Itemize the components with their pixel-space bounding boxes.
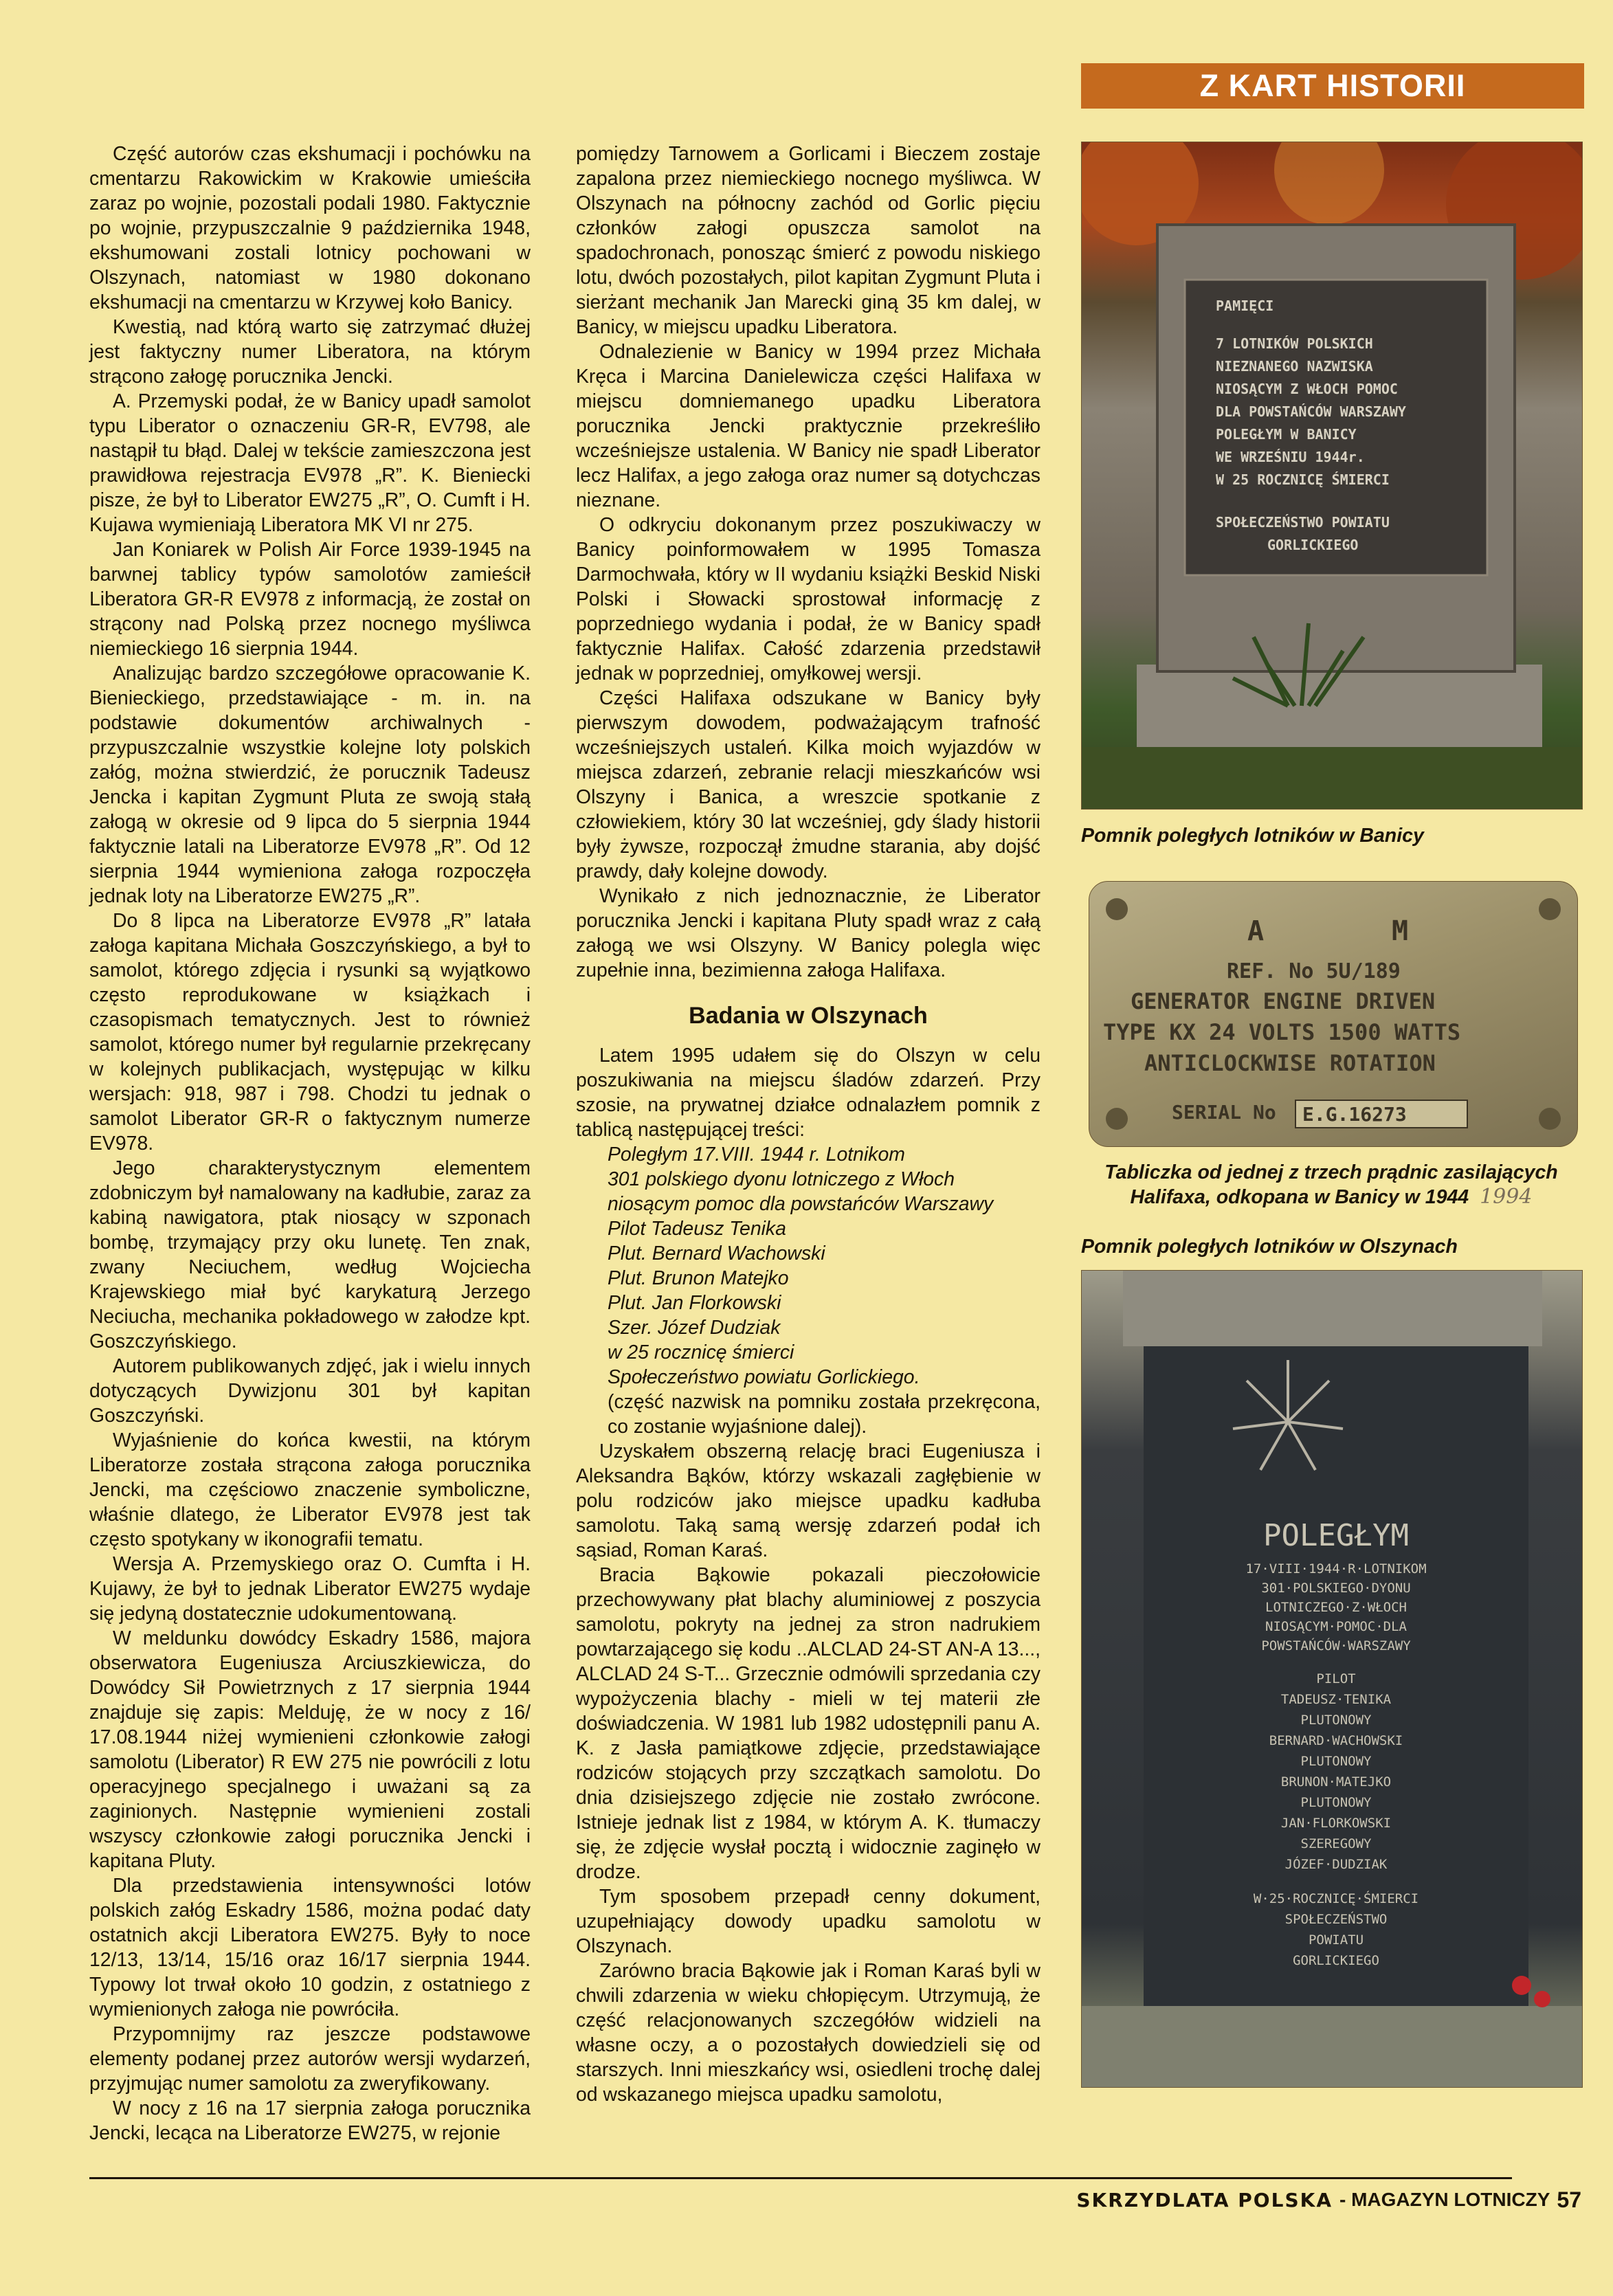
- paragraph: Części Halifaxa odszukane w Banicy były pierwszym dowodem, podważającym trafność wcześniejszych ustaleń. Kilka moich wyjazdów w miejsca zdarzeń, zebranie relacji mieszkańców wsi Olszyny i Banica, a wreszcie spotkanie z człowiekiem, który 30 lat wcześniej, gdy ślady historii były żywsze, rozpoczął żmudne starania, aby dojść prawdy, dały kolejne dowody.: [576, 687, 1041, 882]
- olszyny-memorial-illustration: [1082, 1271, 1582, 2087]
- plaque-text: DLA POWSTAŃCÓW WARSZAWY: [1216, 403, 1406, 420]
- paragraph: Analizując bardzo szczegółowe opracowanie K. Bienieckiego, przedstawiające - m. in. na podstawie dokumentów archiwalnych - przypuszczalnie wszystkie kolejne loty polskich załóg, można stwierdzić, że porucznik Tadeusz Jencka i kapitan Zygmunt Pluta ze swoją stałą załogą w okresie od 9 lipca do 5 sierpnia 1944 faktycznie latali na Liberatorze EV978 „R”. Od 12 sierpnia 1944 wymieniona załoga rozpoczęła jednak loty na Liberatorze EW275 „R”.: [89, 662, 531, 907]
- stone-text: 301·POLSKIEGO·DYONU: [1261, 1581, 1411, 1596]
- paragraph: Kwestią, nad którą warto się zatrzymać dłużej jest faktyczny numer Liberatora, na którym strącono załogę porucznika Jencki.: [89, 316, 531, 388]
- plate-text: M: [1392, 915, 1409, 947]
- page-footer: [1076, 2184, 1581, 2216]
- paragraph: A. Przemyski podał, że w Banicy upadł samolot typu Liberator o oznaczeniu GR-R, EV798, ale nastąpił tu błąd. Dalej w tekście zamieszczona jest prawidłowa rejestracja EV978 „R”. K. Bieniecki pisze, że był to Liberator EW275 „R”, O. Cumft i H. Kujawa wymieniają Liberatora MK VI nr 275.: [89, 390, 531, 536]
- plaque-text: SPOŁECZEŃSTWO POWIATU: [1216, 514, 1390, 531]
- caption-olszyny-memorial: Pomnik poległych lotników w Olszynach: [1081, 1236, 1458, 1258]
- plate-text: SERIAL No: [1172, 1101, 1276, 1124]
- stone-text: NIOSĄCYM·POMOC·DLA: [1265, 1619, 1407, 1634]
- plate-serial: E.G.16273: [1302, 1103, 1407, 1126]
- stone-text: LOTNICZEGO·Z·WŁOCH: [1265, 1600, 1407, 1615]
- section-title: Z KART HISTORII: [1199, 68, 1466, 103]
- inscription-line: Społeczeństwo powiatu Gorlickiego.: [608, 1366, 920, 1388]
- paragraph: Część autorów czas ekshumacji i pochówku na cmentarzu Rakowickim w Krakowie umieściła zaraz po wojnie, pozostali podali 1980. Faktycznie po wojnie, przypuszczalnie 9 października 1948, ekshumowani zostali lotnicy pochowani w Olszynach, natomiast w 1980 dokonano ekshumacji na cmentarzu w Krzywej koło Banicy.: [89, 143, 531, 313]
- photo-generator-plate: [1089, 881, 1578, 1147]
- paragraph: Odnalezienie w Banicy w 1994 przez Michała Kręca i Marcina Danielewicza części Halifaxa w miejscu domniemanego upadku Liberatora porucznika Jencki praktycznie przekreśliło wcześniejsze ustalenia. W Banicy nie spadł Liberator lecz Halifax, a jego załoga oraz numer są dotychczas nieznane.: [576, 341, 1041, 511]
- paragraph: Latem 1995 udałem się do Olszyn w celu poszukiwania na miejscu śladów zdarzeń. Przy szosie, na prywatnej działce odnalazłem pomnik z tablicą następującej treści:: [576, 1045, 1041, 1141]
- inscription-line: Plut. Brunon Matejko: [608, 1267, 789, 1289]
- stone-text: SZEREGOWY: [1300, 1836, 1372, 1851]
- article-column-1: [89, 142, 531, 2145]
- generator-plate-illustration: [1089, 882, 1577, 1146]
- paragraph: Wynikało z nich jednoznacznie, że Liberator porucznika Jencki i kapitana Pluty spadł wraz z całą załogą we wsi Olszyny. W Banicy polegla więc zupełnie inna, bezimienna załoga Halifaxa.: [576, 885, 1041, 981]
- inscription-note: (część nazwisk na pomniku została przekręcona, co zostanie wyjaśnione dalej).: [608, 1391, 1041, 1438]
- inscription-line: w 25 rocznicę śmierci: [608, 1341, 794, 1363]
- paragraph: O odkryciu dokonanym przez poszukiwaczy w Banicy poinformowałem w 1995 Tomasza Darmochwała, który w II wydaniu książki Beskid Niski Polski i Słowacki sprostował informację z poprzedniego wydania i podał, że w Banicy spadł faktycznie Halifax. Całość zdarzenia przedstawił jednak w poprzedniej, omyłkowej wersji.: [576, 514, 1041, 684]
- plaque-text: PAMIĘCI: [1216, 298, 1274, 314]
- stone-text: 17·VIII·1944·R·LOTNIKOM: [1245, 1561, 1427, 1576]
- paragraph: Jan Koniarek w Polish Air Force 1939-1945 na barwnej tablicy typów samolotów zamieścił Liberatora GR-R EV978 z informacją, że został on strącony nad Polską przez nocnego myśliwca niemieckiego 16 sierpnia 1944.: [89, 539, 531, 660]
- inscription-line: Plut. Jan Florkowski: [608, 1292, 781, 1314]
- plaque-text: NIEZNANEGO NAZWISKA: [1216, 358, 1373, 375]
- stone-text: JÓZEF·DUDZIAK: [1284, 1857, 1388, 1872]
- paragraph: W nocy z 16 na 17 sierpnia załoga porucznika Jencki, lecąca na Liberatorze EW275, w rejonie: [89, 2097, 531, 2144]
- stone-text: BERNARD·WACHOWSKI: [1269, 1733, 1403, 1748]
- inscription-line: 301 polskiego dyonu lotniczego z Włoch: [608, 1168, 955, 1190]
- paragraph: Do 8 lipca na Liberatorze EV978 „R” latała załoga kapitana Michała Goszczyńskiego, a był to samolot, którego zdjęcia i rysunki są wyjątkowo często reprodukowane w książkach i czasopismach tematycznych. Jest to również samolot, którego numer był regularnie przekręcany w kolejnych publikacjach, występując w kilku wersjach: 918, 987 i 798. Chodzi tu jednak o samolot Liberator GR-R o faktycznym numerze EV978.: [89, 910, 531, 1155]
- paragraph: Przypomnijmy raz jeszcze podstawowe elementy podanej przez autorów wersji wydarzeń, przyjmując numer samolotu za zweryfikowany.: [89, 2023, 531, 2095]
- plate-text: REF. No 5U/189: [1227, 959, 1401, 983]
- paragraph: Zarówno bracia Bąkowie jak i Roman Karaś byli w chwili zdarzenia w wieku chłopięcym. Utrzymują, że część relacjonowanych szczegółów widzieli na własne oczy, a o pozostałych dowiedzieli się od starszych. Inni mieszkańcy wsi, osiedleni trochę dalej od wskazanego miejsca upadku samolotu,: [576, 1960, 1041, 2106]
- paragraph: Bracia Bąkowie pokazali pieczołowicie przechowywany płat blachy aluminiowej z poszycia samolotu, pokryty na jednej za stron nadrukiem powtarzającego się kodu ..ALCLAD 24-ST AN-A 13..., ALCLAD 24 S-T... Grzecznie odmówili sprzedania czy wypożyczenia blachy - mieli w tej materii złe doświadczenia. W 1981 lub 1982 udostępnili panu A. K. z Jasła pamiątkowe zdjęcie, przedstawiające rodziców stojących przy szczątkach samolotu. Do dnia dzisiejszego zdjęcie nie zostało zwrócone. Istnieje jednak list z 1984, w którym A. K. tłumaczy się, że zdjęcie wysłał pocztą i widocznie zaginęło w drodze.: [576, 1564, 1041, 1883]
- handwritten-correction: 1994: [1480, 1185, 1533, 1209]
- stone-text: POWIATU: [1308, 1932, 1364, 1948]
- stone-text: TADEUSZ·TENIKA: [1280, 1692, 1392, 1707]
- paragraph: W meldunku dowódcy Eskadry 1586, majora obserwatora Eugeniusza Arciuszkiewicza, do Dowódcy Sił Powietrznych z 17 sierpnia 1944 znajduje się zapis: Melduję, że w nocy z 16/ 17.08.1944 niżej wymienieni członkowie załogi samolotu (Liberator) R EW 275 nie powrócili z lotu operacyjnego specjalnego i uważani są za zaginionych. Następnie wymienieni zostali wszyscy członkowie załogi porucznika Jencki i kapitana Pluty.: [89, 1627, 531, 1872]
- footer-rule: [89, 2177, 1512, 2179]
- inscription-line: Plut. Bernard Wachowski: [608, 1242, 825, 1264]
- paragraph: Dla przedstawienia intensywności lotów polskich załóg Eskadry 1586, można podać daty ostatnich akcji Liberatora EW275. Były to noce 12/13, 13/14, 15/16 oraz 16/17 sierpnia 1944. Typowy lot trwał około 10 godzin, z ostatniego z wymienionych załoga nie powróciła.: [89, 1875, 531, 2020]
- photo-olszyny-memorial: [1081, 1270, 1583, 2088]
- stone-text: PLUTONOWY: [1300, 1713, 1372, 1728]
- memorial-inscription: [576, 1142, 1041, 1439]
- paragraph: pomiędzy Tarnowem a Gorlicami i Bieczem zostaje zapalona przez niemieckiego nocnego myśliwca. W Olszynach na północny zachód od Gorlic pięciu członków załogi opuszcza samolot na spadochronach, ponosząc śmierć z powodu niskiego lotu, dwóch pozostałych, pilot kapitan Zygmunt Pluta i sierżant mechanik Jan Marecki giną 35 km dalej, w Banicy, w miejscu upadku Liberatora.: [576, 143, 1041, 338]
- paragraph: Tym sposobem przepadł cenny dokument, uzupełniający dowody upadku samolotu w Olszynach.: [576, 1886, 1041, 1957]
- caption-generator-plate: [1081, 1160, 1581, 1210]
- section-heading: Badania w Olszynach: [689, 1003, 928, 1029]
- plaque-text: POLEGŁYM W BANICY: [1216, 426, 1357, 443]
- plaque-text: 7 LOTNIKÓW POLSKICH: [1216, 335, 1373, 352]
- plaque-text: W 25 ROCZNICĘ ŚMIERCI: [1216, 471, 1390, 488]
- stone-text: PLUTONOWY: [1300, 1795, 1372, 1810]
- paragraph: Uzyskałem obszerną relację braci Eugeniusza i Aleksandra Bąków, którzy wskazali zagłębienie w polu rodziców jako miejsce upadku kadłuba samolotu. Taką samą wersję zdarzeń podał ich sąsiad, Roman Karaś.: [576, 1440, 1041, 1561]
- stone-text: PLUTONOWY: [1300, 1754, 1372, 1769]
- stone-text: SPOŁECZEŃSTWO: [1284, 1912, 1388, 1927]
- section-header-bar: [1081, 63, 1584, 109]
- stone-text: JAN·FLORKOWSKI: [1280, 1816, 1392, 1831]
- plate-text: ANTICLOCKWISE ROTATION: [1144, 1050, 1436, 1076]
- plaque-text: NIOSĄCYM Z WŁOCH POMOC: [1216, 381, 1398, 397]
- paragraph: Autorem publikowanych zdjęć, jak i wielu innych dotyczących Dywizjonu 301 był kapitan Goszczyński.: [89, 1355, 531, 1427]
- stone-text: GORLICKIEGO: [1293, 1953, 1379, 1968]
- plate-text: TYPE KX 24 VOLTS 1500 WATTS: [1103, 1019, 1461, 1045]
- banica-memorial-illustration: [1082, 142, 1582, 809]
- stone-text: W·25·ROCZNICĘ·ŚMIERCI: [1253, 1891, 1419, 1906]
- inscription-line: Pilot Tadeusz Tenika: [608, 1218, 786, 1240]
- stone-text: BRUNON·MATEJKO: [1280, 1774, 1392, 1790]
- plaque-text: GORLICKIEGO: [1267, 537, 1359, 553]
- stone-text: POLEGŁYM: [1263, 1518, 1409, 1553]
- magazine-name: SKRZYDLATA POLSKA: [1076, 2188, 1333, 2211]
- caption-text: Tabliczka od jednej z trzech prądnic zasilających Halifaxa, odkopana w Banicy w 1944: [1104, 1161, 1558, 1208]
- inscription-line: Poległym 17.VIII. 1944 r. Lotnikom: [608, 1144, 905, 1166]
- page-number: 57: [1557, 2187, 1581, 2212]
- inscription-line: niosącym pomoc dla powstańców Warszawy: [608, 1193, 994, 1215]
- stone-text: PILOT: [1316, 1671, 1356, 1686]
- magazine-subtitle: - MAGAZYN LOTNICZY: [1339, 2189, 1550, 2210]
- plate-text: A: [1247, 915, 1265, 947]
- plaque-text: WE WRZEŚNIU 1944r.: [1216, 449, 1365, 465]
- inscription-line: Szer. Józef Dudziak: [608, 1317, 781, 1339]
- plate-text: GENERATOR ENGINE DRIVEN: [1131, 988, 1436, 1014]
- stone-text: POWSTAŃCÓW·WARSZAWY: [1261, 1638, 1411, 1653]
- paragraph: Wersja A. Przemyskiego oraz O. Cumfta i H. Kujawy, że był to jednak Liberator EW275 wydaje się jedyną dostatecznie udokumentowaną.: [89, 1553, 531, 1625]
- paragraph: Wyjaśnienie do końca kwestii, na którym Liberatorze została strącona załoga porucznika Jencki, ma częściowo znaczenie symboliczne, właśnie dlatego, że Liberator EV978 jest tak często spotykany w ikonografii tematu.: [89, 1429, 531, 1550]
- caption-banica-memorial: Pomnik poległych lotników w Banicy: [1081, 825, 1424, 847]
- article-column-2: [576, 142, 1041, 2107]
- photo-banica-memorial: [1081, 142, 1583, 810]
- paragraph: Jego charakterystycznym elementem zdobniczym był namalowany na kadłubie, zaraz za kabiną nawigatora, ptak niosący w szponach bombę, trzymający przy oku lunetę. Ten znak, zwany Neciuchem, według Wojciecha Krajewskiego miał być karykaturą Jerzego Neciucha, mechanika pokładowego w załodze kpt. Goszczyńskiego.: [89, 1157, 531, 1352]
